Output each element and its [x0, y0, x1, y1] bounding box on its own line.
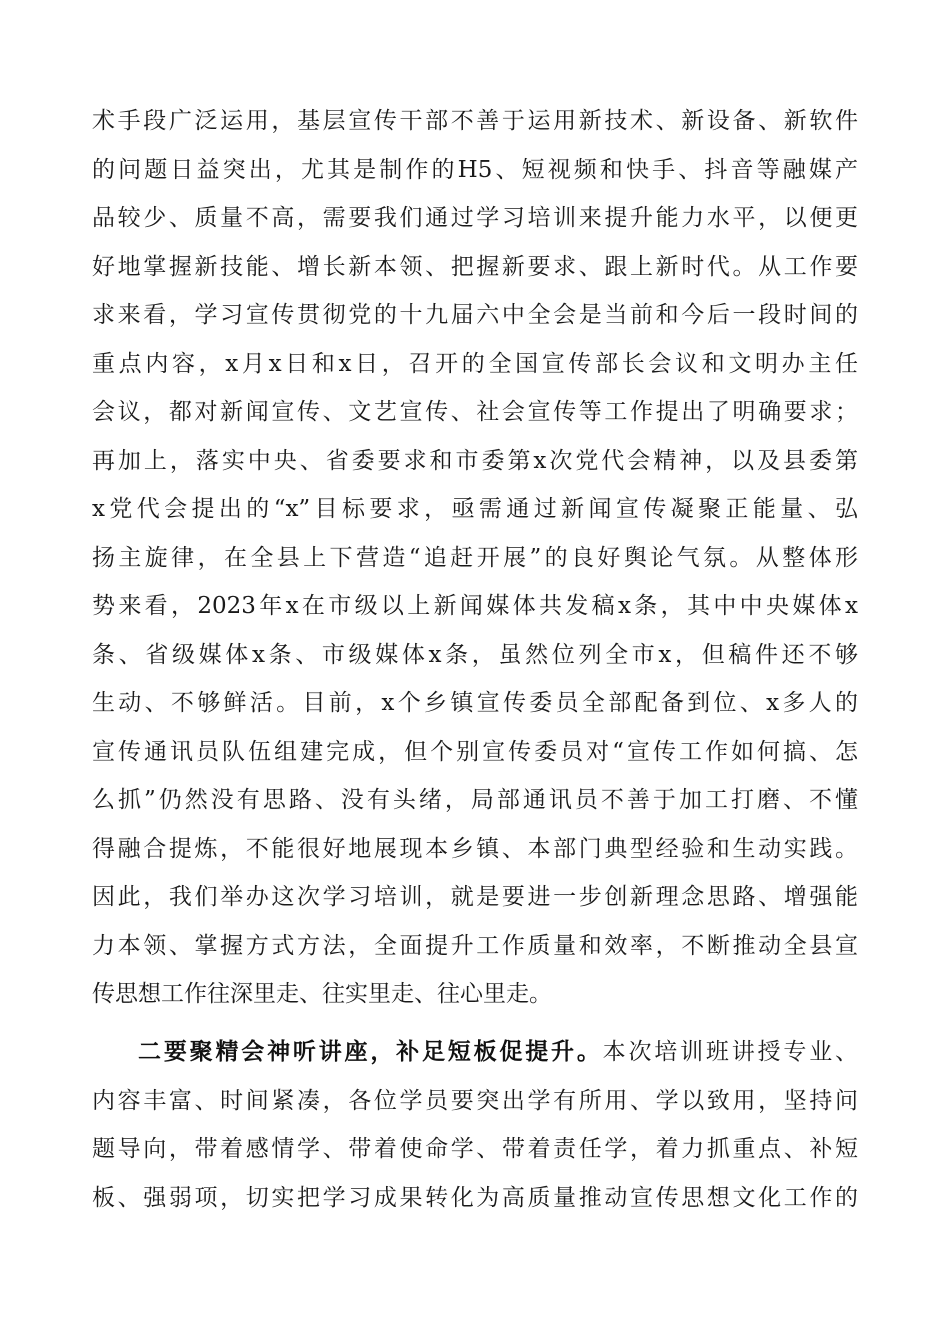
section-heading: 二要聚精会神听讲座，补足短板促提升。 — [138, 1038, 603, 1065]
body-text-line: 的问题日益突出，尤其是制作的H5、短视频和快手、抖音等融媒产 — [92, 157, 858, 183]
body-text-line: 条、省级媒体x条、市级媒体x条，虽然位列全市x，但稿件还不够 — [92, 642, 858, 668]
body-text-line: 得融合提炼，不能很好地展现本乡镇、本部门典型经验和生动实践。 — [92, 836, 858, 862]
body-text-line: 么抓”仍然没有思路、没有头绪，局部通讯员不善于加工打磨、不懂 — [92, 787, 858, 813]
body-text-line: 题导向，带着感情学、带着使命学、带着责任学，着力抓重点、补短 — [92, 1136, 858, 1162]
heading-line-continuation: 本次培训班讲授专业、 — [602, 1039, 858, 1065]
paragraph-first-line — [138, 1032, 858, 1072]
body-text-line: 因此，我们举办这次学习培训，就是要进一步创新理念思路、增强能 — [92, 884, 858, 910]
body-text-line: 板、强弱项，切实把学习成果转化为高质量推动宣传思想文化工作的 — [92, 1185, 858, 1211]
body-text-line: 势来看，2023年x在市级以上新闻媒体共发稿x条，其中中央媒体x — [92, 593, 858, 619]
body-text-line: 扬主旋律，在全县上下营造“追赶开展”的良好舆论气氛。从整体形 — [92, 545, 858, 571]
body-text-line: 品较少、质量不高，需要我们通过学习培训来提升能力水平，以便更 — [92, 205, 858, 231]
body-text-line: 再加上，落实中央、省委要求和市委第x次党代会精神，以及县委第 — [92, 448, 858, 474]
body-text-line: 宣传通讯员队伍组建完成，但个别宣传委员对“宣传工作如何搞、怎 — [92, 739, 858, 765]
body-text-line: 会议，都对新闻宣传、文艺宣传、社会宣传等工作提出了明确要求； — [92, 399, 858, 425]
body-text-line: 传思想工作往深里走、往实里走、往心里走。 — [92, 981, 552, 1007]
body-text-line: 生动、不够鲜活。目前，x个乡镇宣传委员全部配备到位、x多人的 — [92, 690, 858, 716]
body-text-line: 术手段广泛运用，基层宣传干部不善于运用新技术、新设备、新软件 — [92, 108, 858, 134]
body-text-line: 好地掌握新技能、增长新本领、把握新要求、跟上新时代。从工作要 — [92, 254, 858, 280]
body-text-line: 重点内容，x月x日和x日，召开的全国宣传部长会议和文明办主任 — [92, 351, 858, 377]
body-text-line: 内容丰富、时间紧凑，各位学员要突出学有所用、学以致用，坚持问 — [92, 1088, 858, 1114]
body-text-line: 力本领、掌握方式方法，全面提升工作质量和效率，不断推动全县宣 — [92, 933, 858, 959]
body-text-line: x党代会提出的“x”目标要求，亟需通过新闻宣传凝聚正能量、弘 — [92, 496, 858, 522]
body-text-line: 求来看，学习宣传贯彻党的十九届六中全会是当前和今后一段时间的 — [92, 302, 858, 328]
